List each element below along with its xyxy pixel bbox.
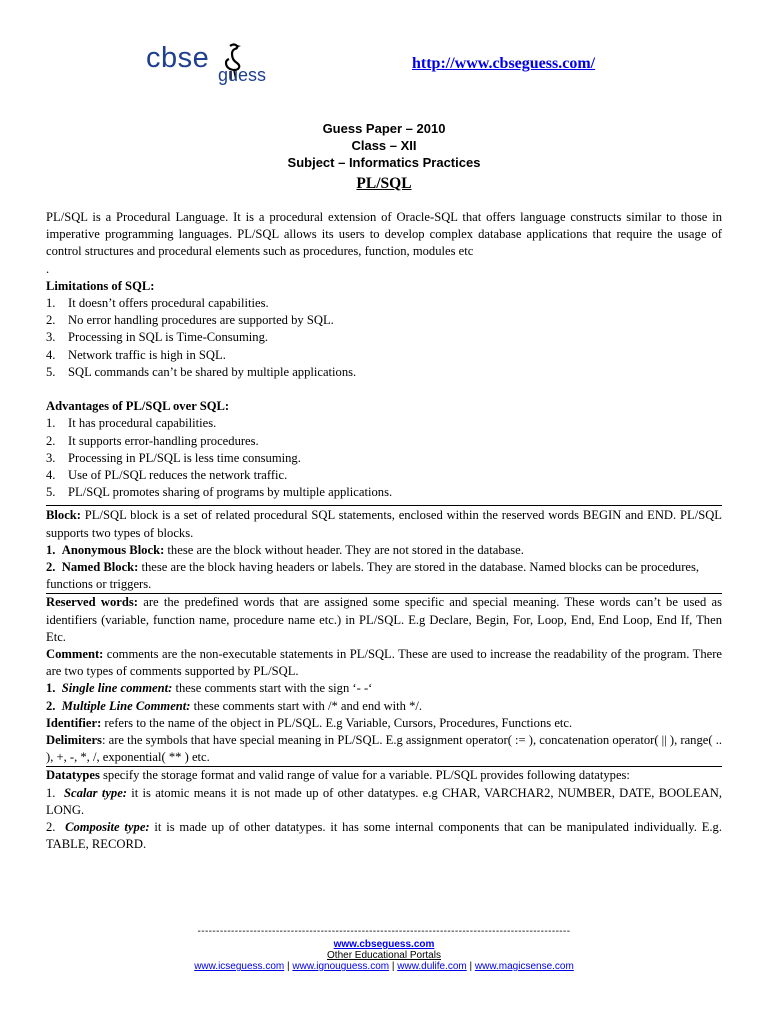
site-link[interactable]: http://www.cbseguess.com/ [412, 55, 596, 72]
list-item: 3. Processing in SQL is Time-Consuming. [46, 330, 269, 345]
logo-guess-text: guess [218, 65, 267, 85]
list-item: 1. It has procedural capabilities. [46, 416, 217, 431]
footer-link-ignouguess[interactable]: www.ignouguess.com [292, 961, 390, 972]
multi-line-comment-item: 2. Multiple Line Comment: these comments start with /* and end with */. [46, 698, 423, 713]
document-title: PL/SQL [356, 175, 412, 192]
anonymous-block-item: 1. Anonymous Block: these are the block without header. They are not stored in the database. [46, 542, 524, 557]
list-item: 4. Network traffic is high in SQL. [46, 347, 226, 362]
advantages-heading: Advantages of PL/SQL over SQL: [46, 399, 230, 414]
subject-heading: Subject – Informatics Practices [287, 155, 481, 170]
footer-links: www.icseguess.com | www.ignouguess.com | www.dulife.com | www.magicsense.com [194, 961, 574, 972]
limitations-heading: Limitations of SQL: [46, 278, 155, 293]
section-divider [46, 505, 722, 506]
document-body [46, 209, 722, 854]
single-line-comment-item: 1. Single line comment: these comments start with the sign ‘- -‘ [46, 681, 373, 696]
scalar-type-item: 1. Scalar type: it is atomic means it is not made up of other datatypes. e.g CHAR, VARCHAR2, NUMBER, DATE, BOOLEAN, LONG. [46, 785, 723, 817]
footer [0, 926, 768, 972]
list-item: 5. PL/SQL promotes sharing of programs by multiple applications. [46, 485, 393, 500]
datatypes-paragraph: Datatypes specify the storage format and valid range of value for a variable. PL/SQL provides following datatypes: [46, 768, 630, 783]
identifier-paragraph: Identifier: refers to the name of the object in PL/SQL. E.g Variable, Cursors, Procedures, Functions etc. [46, 715, 573, 730]
limitations-list [46, 295, 722, 381]
comment-paragraph: Comment: comments are the non-executable statements in PL/SQL. These are used to increase the readability of the program. There are two types of comments supported by PL/SQL. [46, 647, 722, 679]
list-item: 2. No error handling procedures are supported by SQL. [46, 313, 334, 328]
paper-heading: Guess Paper – 2010 [322, 121, 446, 136]
footer-dashes: ---------------------------------------------------------------------------------------------------- [197, 926, 571, 937]
list-item: 1. It doesn’t offers procedural capabilities. [46, 296, 269, 311]
list-item: 3. Processing in PL/SQL is less time consuming. [46, 450, 301, 465]
list-item: 2. It supports error-handling procedures. [46, 433, 259, 448]
list-item: 5. SQL commands can’t be shared by multiple applications. [46, 364, 357, 379]
footer-site-link[interactable]: www.cbseguess.com [333, 939, 435, 950]
footer-portals-label: Other Educational Portals [327, 950, 441, 961]
footer-link-icseguess[interactable]: www.icseguess.com [194, 961, 285, 972]
reserved-words-paragraph: Reserved words: are the predefined words that are assigned some specific and special meaning. These words can’t be used as identifiers (variable, function name, procedure name etc.) in PL/SQL. E.g Declare, Begin, For, Loop, End, End Loop, End If, Then Etc. [46, 595, 722, 644]
named-block-item: 2. Named Block: these are the block having headers or labels. They are stored in the database. Named blocks can be procedures, functions or triggers. [46, 560, 700, 592]
delimiters-paragraph: Delimiters: are the symbols that have special meaning in PL/SQL. E.g assignment operator( := ), concatenation operator( || ), range( .. ), +, -, *, /, exponential( ** ) etc. [46, 733, 722, 765]
class-heading: Class – XII [351, 138, 417, 153]
intro-dot: . [46, 261, 50, 276]
intro-paragraph: PL/SQL is a Procedural Language. It is a procedural extension of Oracle-SQL that offers language constructs similar to those in imperative programming languages. PL/SQL allows its users to develop complex database applications that require the usage of control structures and procedural elements such as procedures, function, modules etc [46, 210, 722, 259]
footer-link-dulife[interactable]: www.dulife.com [397, 961, 467, 972]
composite-type-item: 2. Composite type: it is made up of other datatypes. it has some internal components that can be manipulated individually. E.g. TABLE, RECORD. [46, 820, 722, 852]
footer-link-magicsense[interactable]: www.magicsense.com [474, 961, 574, 972]
list-item: 4. Use of PL/SQL reduces the network traffic. [46, 468, 288, 483]
block-paragraph: Block: PL/SQL block is a set of related procedural SQL statements, enclosed within the reserved words BEGIN and END. PL/SQL supports two types of blocks. [46, 508, 722, 540]
advantages-list [46, 415, 722, 501]
logo-cbse-text: cbse [146, 42, 210, 74]
